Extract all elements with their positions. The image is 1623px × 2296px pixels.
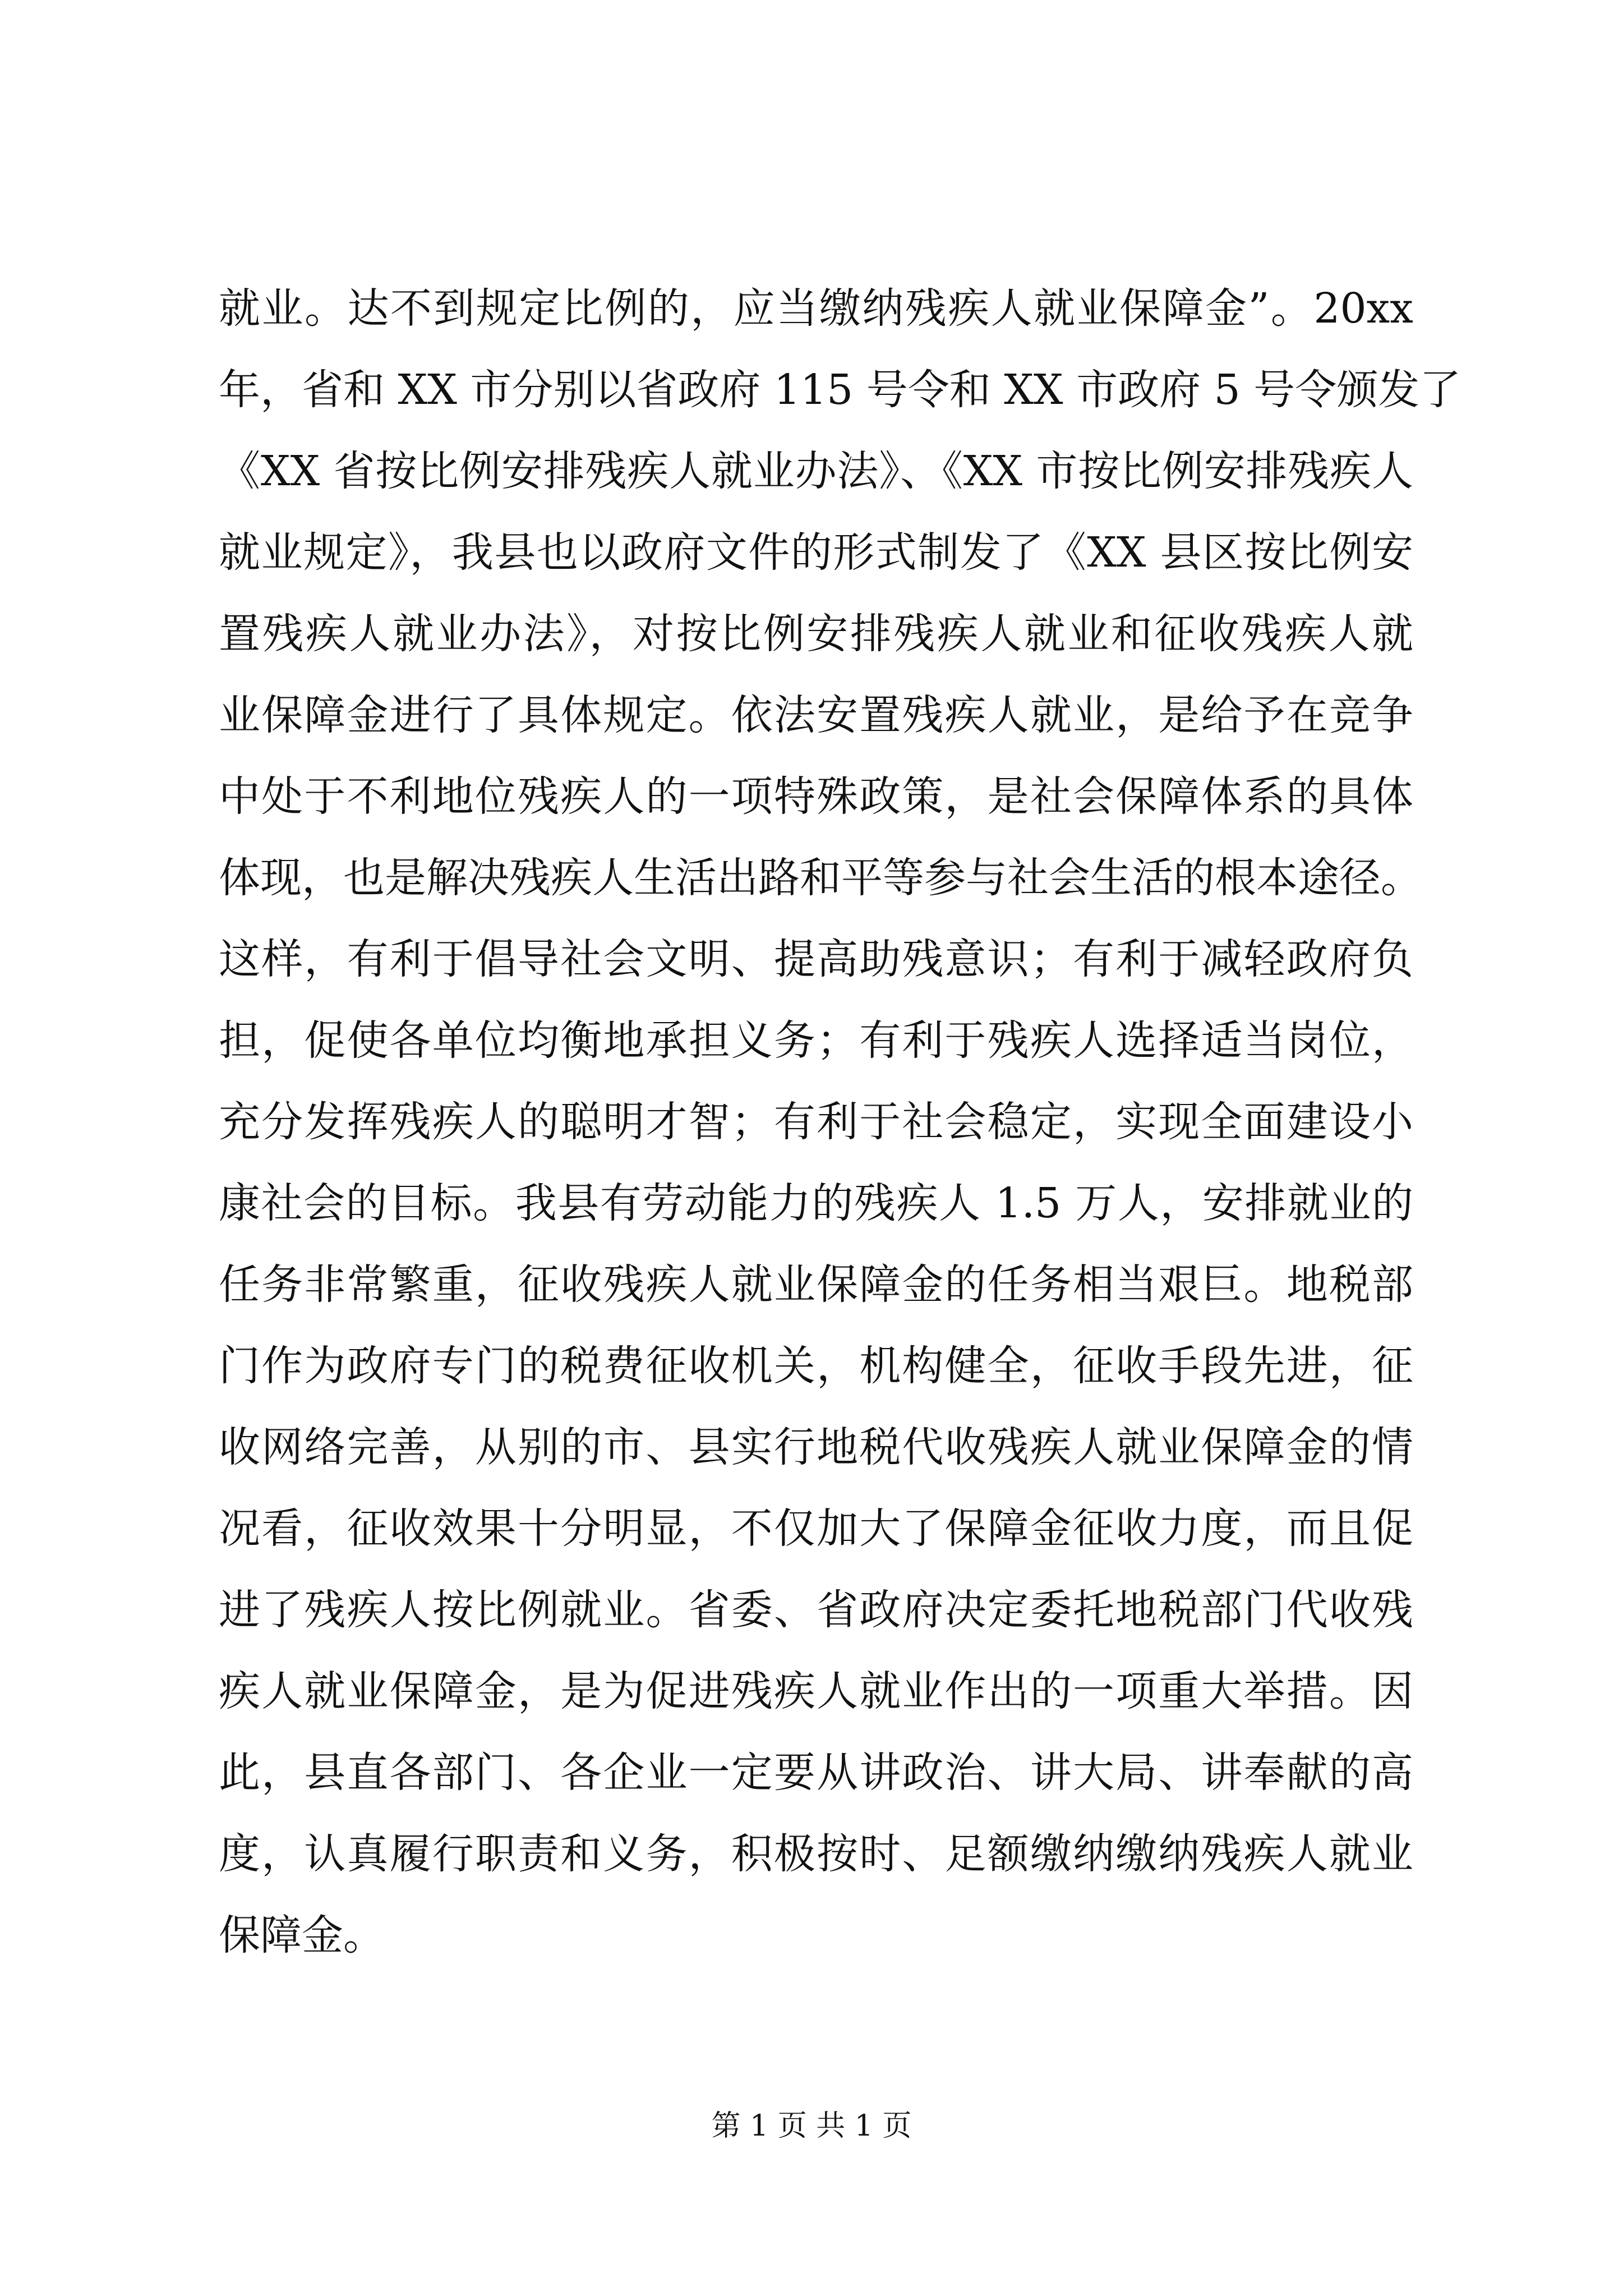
text-line: 保障金。 [219, 1911, 385, 1959]
text-line: 业保障金进行了具体规定。依法安置残疾人就业，是给予在竞争 [219, 691, 1413, 739]
text-line: 中处于不利地位残疾人的一项特殊政策，是社会保障体系的具体 [219, 772, 1413, 821]
text-line: 况看，征收效果十分明显，不仅加大了保障金征收力度，而且促 [219, 1504, 1413, 1553]
text-line: 门作为政府专门的税费征收机关，机构健全，征收手段先进，征 [219, 1342, 1413, 1390]
text-line: 此，县直各部门、各企业一定要从讲政治、讲大局、讲奉献的高 [219, 1749, 1413, 1797]
text-line: 度，认真履行职责和义务，积极按时、足额缴纳缴纳残疾人就业 [219, 1830, 1413, 1878]
text-line: 任务非常繁重，征收残疾人就业保障金的任务相当艰巨。地税部 [219, 1260, 1413, 1309]
text-line: 就业。达不到规定比例的，应当缴纳残疾人就业保障金”。20xx [219, 284, 1413, 333]
text-line: 收网络完善，从别的市、县实行地税代收残疾人就业保障金的情 [219, 1423, 1413, 1471]
text-line: 充分发挥残疾人的聪明才智；有利于社会稳定，实现全面建设小 [219, 1098, 1413, 1146]
text-line: 疾人就业保障金，是为促进残疾人就业作出的一项重大举措。因 [219, 1667, 1413, 1715]
text-line: 这样，有利于倡导社会文明、提高助残意识；有利于减轻政府负 [219, 935, 1413, 983]
text-line: 置残疾人就业办法》，对按比例安排残疾人就业和征收残疾人就 [219, 610, 1413, 658]
text-line: 就业规定》，我县也以政府文件的形式制发了《XX 县区按比例安 [219, 528, 1413, 577]
text-line: 《XX 省按比例安排残疾人就业办法》、《XX 市按比例安排残疾人 [219, 447, 1413, 495]
text-line: 康社会的目标。我县有劳动能力的残疾人 1.5 万人，安排就业的 [219, 1179, 1413, 1227]
page-number-footer: 第 1 页 共 1 页 [711, 2109, 912, 2143]
text-line: 年，省和 XX 市分别以省政府 115 号令和 XX 市政府 5 号令颁发了 [219, 366, 1461, 414]
text-line: 担，促使各单位均衡地承担义务；有利于残疾人选择适当岗位， [219, 1016, 1413, 1065]
body-paragraph [219, 268, 1461, 1976]
text-line: 体现，也是解决残疾人生活出路和平等参与社会生活的根本途径。 [219, 854, 1422, 902]
text-line: 进了残疾人按比例就业。省委、省政府决定委托地税部门代收残 [219, 1586, 1413, 1634]
